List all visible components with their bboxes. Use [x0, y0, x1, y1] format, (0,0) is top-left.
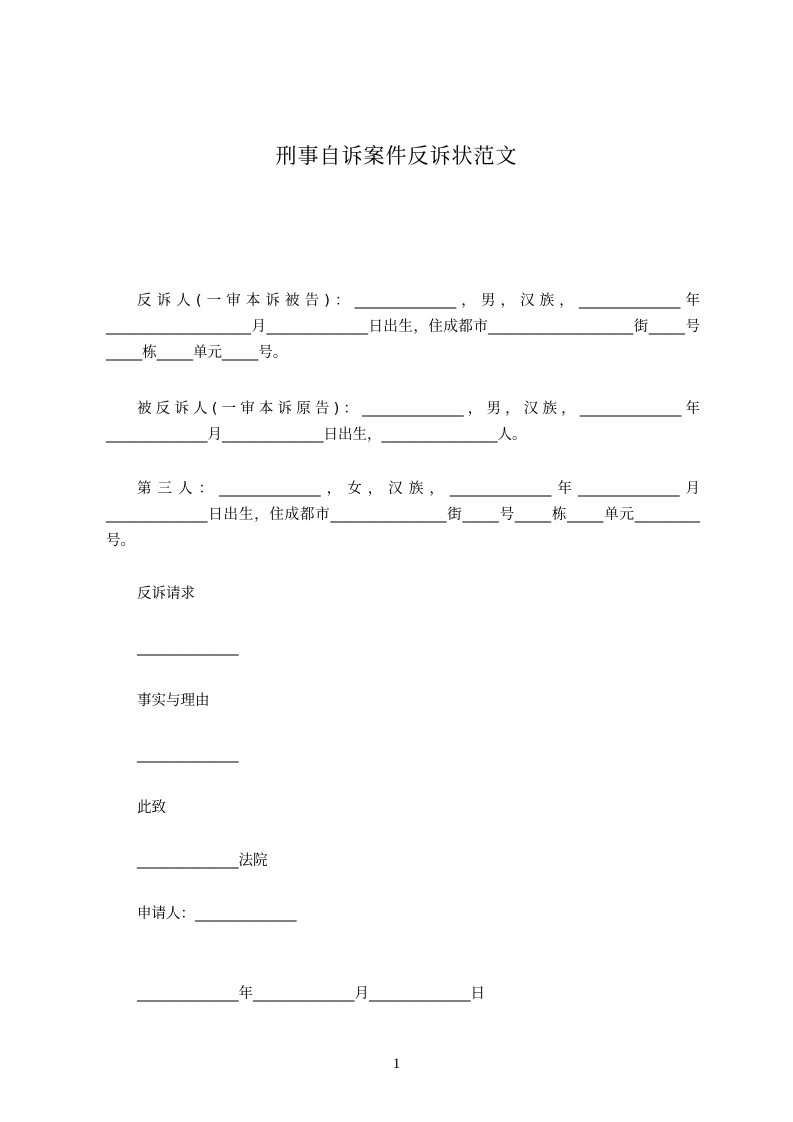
facts-blank: ______________: [137, 747, 239, 763]
counterdefendant-paragraph: 被反诉人(一审本诉原告)：______________，男，汉族，______________年______________月______________日出生，________________人。: [106, 401, 700, 443]
document-title: 刑事自诉案件反诉状范文: [275, 144, 518, 168]
page-number: 1: [392, 1056, 401, 1072]
third-party-paragraph: 第三人：______________，女，汉族，______________年______________月______________日出生，住成都市________________街_____号_____栋_____单元_________号。: [106, 481, 700, 549]
salutation: 此致: [137, 800, 166, 816]
claims-blank: ______________: [137, 640, 239, 656]
court-line: ______________法院: [137, 853, 268, 869]
claims-heading: 反诉请求: [137, 586, 195, 602]
applicant-line: 申请人：______________: [137, 906, 297, 922]
counterplaintiff-paragraph: 反诉人(一审本诉被告)：______________，男，汉族，______________年____________________月______________日出生，住成都市____________________街_____号_____栋_____单元_____号。: [106, 293, 700, 361]
facts-heading: 事实与理由: [137, 693, 210, 709]
date-line: ______________年______________月______________日: [137, 986, 485, 1002]
